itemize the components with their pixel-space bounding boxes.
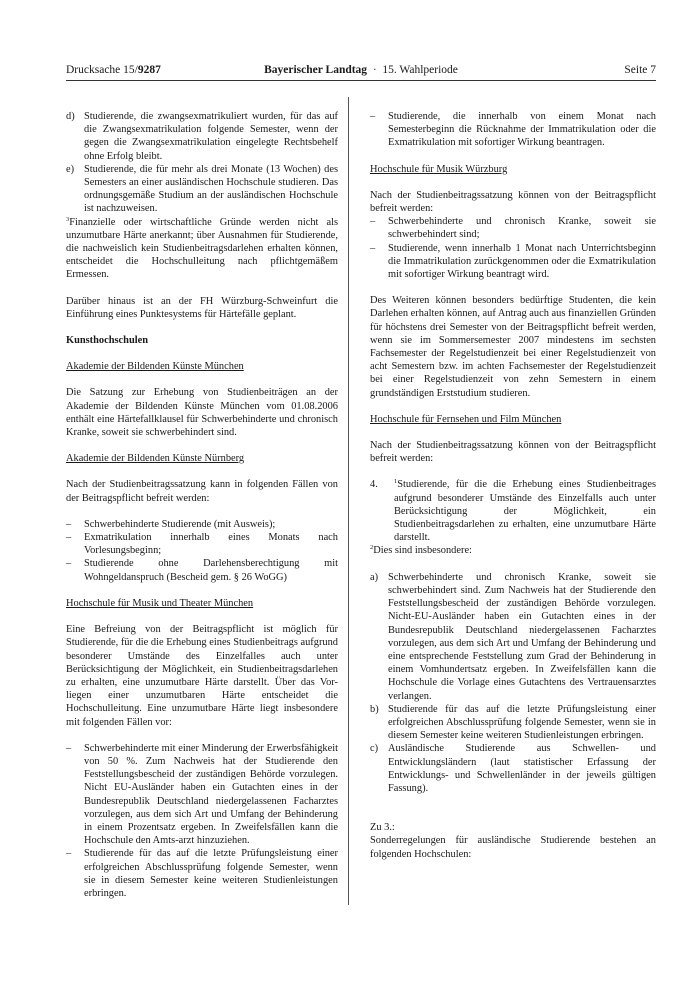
list-item: – Studierende, die innerhalb von einem Monat nach Semesterbeginn die Rücknahme der Immatrikulation oder die Exmatrikulation mit sofortiger Wirkung beantragen. xyxy=(370,111,656,149)
list-item-b: b) Studierende für das auf die letzte Prüfungsleistung einer erfolgreichen Abschlussprüfung folgende Semester, wenn sie in diesem Semester keine weiteren Studienleistungen erbringen. xyxy=(370,703,656,742)
heading-adbk-muenchen: Akademie der Bildenden Künste München xyxy=(66,361,244,373)
list-item: – Schwerbehinderte und chronisch Kranke, soweit sie schwerbehindert sind; xyxy=(370,216,656,241)
left-column xyxy=(66,110,338,900)
paragraph-hff: Nach der Studienbeitragssatzung können von der Beitragspflicht befreit werden: xyxy=(370,440,656,465)
paragraph-adbk-nuernberg: Nach der Studienbeitragssatzung kann in folgenden Fällen von der Beitragspflicht befreit werden: xyxy=(66,479,338,504)
list-item: – Exmatrikulation innerhalb eines Monats nach Vorlesungsbeginn; xyxy=(66,532,338,557)
list-item-e: e) Studierende, die für mehr als drei Monate (13 Wochen) des Semesters an einer ausländischen Hochschule studieren. Das ordnungsgemäße Studium an der ausländischen Hochschule ist nachzuweisen. xyxy=(66,163,338,215)
list-item: – Schwerbehinderte mit einer Minderung der Erwerbsfähigkeit von 50 %. Zum Nachweis hat der Studierende den Feststellungsbescheid der zuständigen Behörde vorzulegen. Nicht EU-Ausländer haben ein Gutachten eines in der Bundesrepublik Deutschland niedergelassenen Facharztes vorzulegen, aus dem sich Art und Umfang der Behinderung in einem Prozentsatz ergeben. In Zweifelsfällen kann die Hochschule den Amts-arzt hinzuziehen. xyxy=(66,742,338,847)
paragraph-hfm-wuerzburg: Nach der Studienbeitragssatzung können von der Beitragspflicht befreit werden: xyxy=(370,189,656,215)
parliament-title: Bayerischer Landtag · 15. Wahlperiode xyxy=(264,64,458,76)
list-item: – Studierende ohne Darlehensberechtigung mit Wohngeldanspruch (Bescheid gem. § 26 WoGG) xyxy=(66,558,338,583)
paragraph-sonderregelungen: Sonderregelungen für ausländische Studierende bestehen an folgenden Hochschulen: xyxy=(370,835,656,860)
dies-sind-line: $^2$Dies sind insbesondere: xyxy=(370,544,472,557)
page-header xyxy=(66,62,656,78)
paragraph-bedürftige-studenten: Des Weiteren können besonders bedürftige Studenten, die kein Darlehen erhalten können, auf Antrag auch aus finanziellen Gründen für höchstens drei Semester von der Beitragspflicht befreit werden, wenn sie im Sommersemester 2007 mindestens im sechsten Fachsemester der Regelstudienzeit bei einer Regelstudienzeit von acht Semestern bzw. im achten Fachsemester der Regelstudienzeit bei einer Regelstudienzeit von zehn Semestern in einem grundständigen Erststudium studieren. xyxy=(370,295,656,399)
right-column xyxy=(370,110,656,874)
paragraph-hmt: Eine Befreiung von der Beitragspflicht ist möglich für Studierende, für die die Erhebung eines Studienbeitrags aufgrund besonderer Umstände des Einzelfalles auch unter Berücksichtigung der Möglichkeit, ein Studienbeitragsdarlehen zu erhalten, eine unzumutbare Härte darstellt. Über das Vor-liegen einer unzumutbaren Härte entscheidet die Hochschulleitung. Eine unzumutbare Härte liegt insbesondere mit folgenden Fällen vor: xyxy=(66,624,338,728)
section-heading-kunsthochschulen: Kunsthochschulen xyxy=(66,335,148,347)
column-divider xyxy=(348,97,349,905)
paragraph-adbk-muenchen: Die Satzung zur Erhebung von Studienbeiträgen an der Akademie der Bildenden Künste München vom 01.08.2006 enthält eine Härtefallklausel für Schwerbehinderte und chronisch Kranke, soweit sie schwerbehindert sind. xyxy=(66,387,338,439)
list-item-a: a) Schwerbehinderte und chronisch Kranke, soweit sie schwerbehindert sind. Zum Nachweis hat der Studierende den Feststellungsbescheid der zuständigen Behörde vorzulegen. Nicht-EU-Ausländer haben ein Gutachten eines in der Bundesrepublik Deutschland niedergelassenen Facharztes vorzulegen, aus dem sich Art und Umfang der Behinderung und eine entsprechende Feststellung zum Grad der Behinderung in einem Vomhundertsatz ergeben. In Zweifelsfällen kann die Hochschule die Vorlage eines Gutachtens des Vertrauensarztes verlangen. xyxy=(370,571,656,702)
paragraph-fh-wuerzburg: Darüber hinaus ist an der FH Würzburg-Schweinfurt die Einführung eines Punktesystems für Härtefälle geplant. xyxy=(66,295,338,320)
list-item: – Schwerbehinderte Studierende (mit Ausweis); xyxy=(66,518,276,530)
heading-hff-muenchen: Hochschule für Fernsehen und Film München xyxy=(370,413,562,425)
list-item-4: 4. $^1$Studierende, für die die Erhebung eines Studienbeitrages aufgrund besonderer Umstände des Einzelfalls auch unter Berücksichtigung der Möglichkeit, ein Studienbeitragsdarlehen zu erhalten, eine unzumutbare Härte darstellt. xyxy=(370,478,656,544)
zu-3-label: Zu 3.: xyxy=(370,822,395,834)
document-number: Drucksache 15/9287 xyxy=(66,64,161,76)
header-rule xyxy=(66,80,656,81)
heading-adbk-nuernberg: Akademie der Bildenden Künste Nürnberg xyxy=(66,453,245,465)
list-item-c: c) Ausländische Studierende aus Schwellen- und Entwicklungsländern (laut statistischer Erfassung der Entwicklungs- und Schwellenländer in der jeweils gültigen Fassung). xyxy=(370,743,656,794)
footnote-paragraph: $^3$Finanzielle oder wirtschaftliche Gründe werden nicht als unzumutbare Härte anerkannt; über Ausnahmen für Studierende, die nachweislich kein Studienbeitragsdarlehen erhalten können, entscheidet die Hochschulleitung nach pflichtgemäßem Ermessen. xyxy=(66,215,338,281)
list-item: – Studierende, wenn innerhalb 1 Monat nach Unterrichtsbeginn die Immatrikulation zurückgenommen oder die Exmatrikulation mit sofortiger Wirkung beantragt wird. xyxy=(370,242,656,281)
page-number: Seite 7 xyxy=(624,64,656,76)
heading-hfm-wuerzburg: Hochschule für Musik Würzburg xyxy=(370,163,508,175)
list-item-d: d) Studierende, die zwangsexmatrikuliert wurden, für das auf die Zwangsexmatrikulation folgende Semester, wenn der gegen die Zwangsexmatrikulation eingelegte Rechtsbehelf ohne Erfolg bleibt. xyxy=(66,111,338,162)
heading-hmt-muenchen: Hochschule für Musik und Theater München xyxy=(66,597,254,609)
list-item: – Studierende für das auf die letzte Prüfungsleistung einer erfolgreichen Abschlussprüfung folgende Semester, wenn sie in diesem Semester keine weiteren Studienleistungen erbringen. xyxy=(66,848,338,899)
